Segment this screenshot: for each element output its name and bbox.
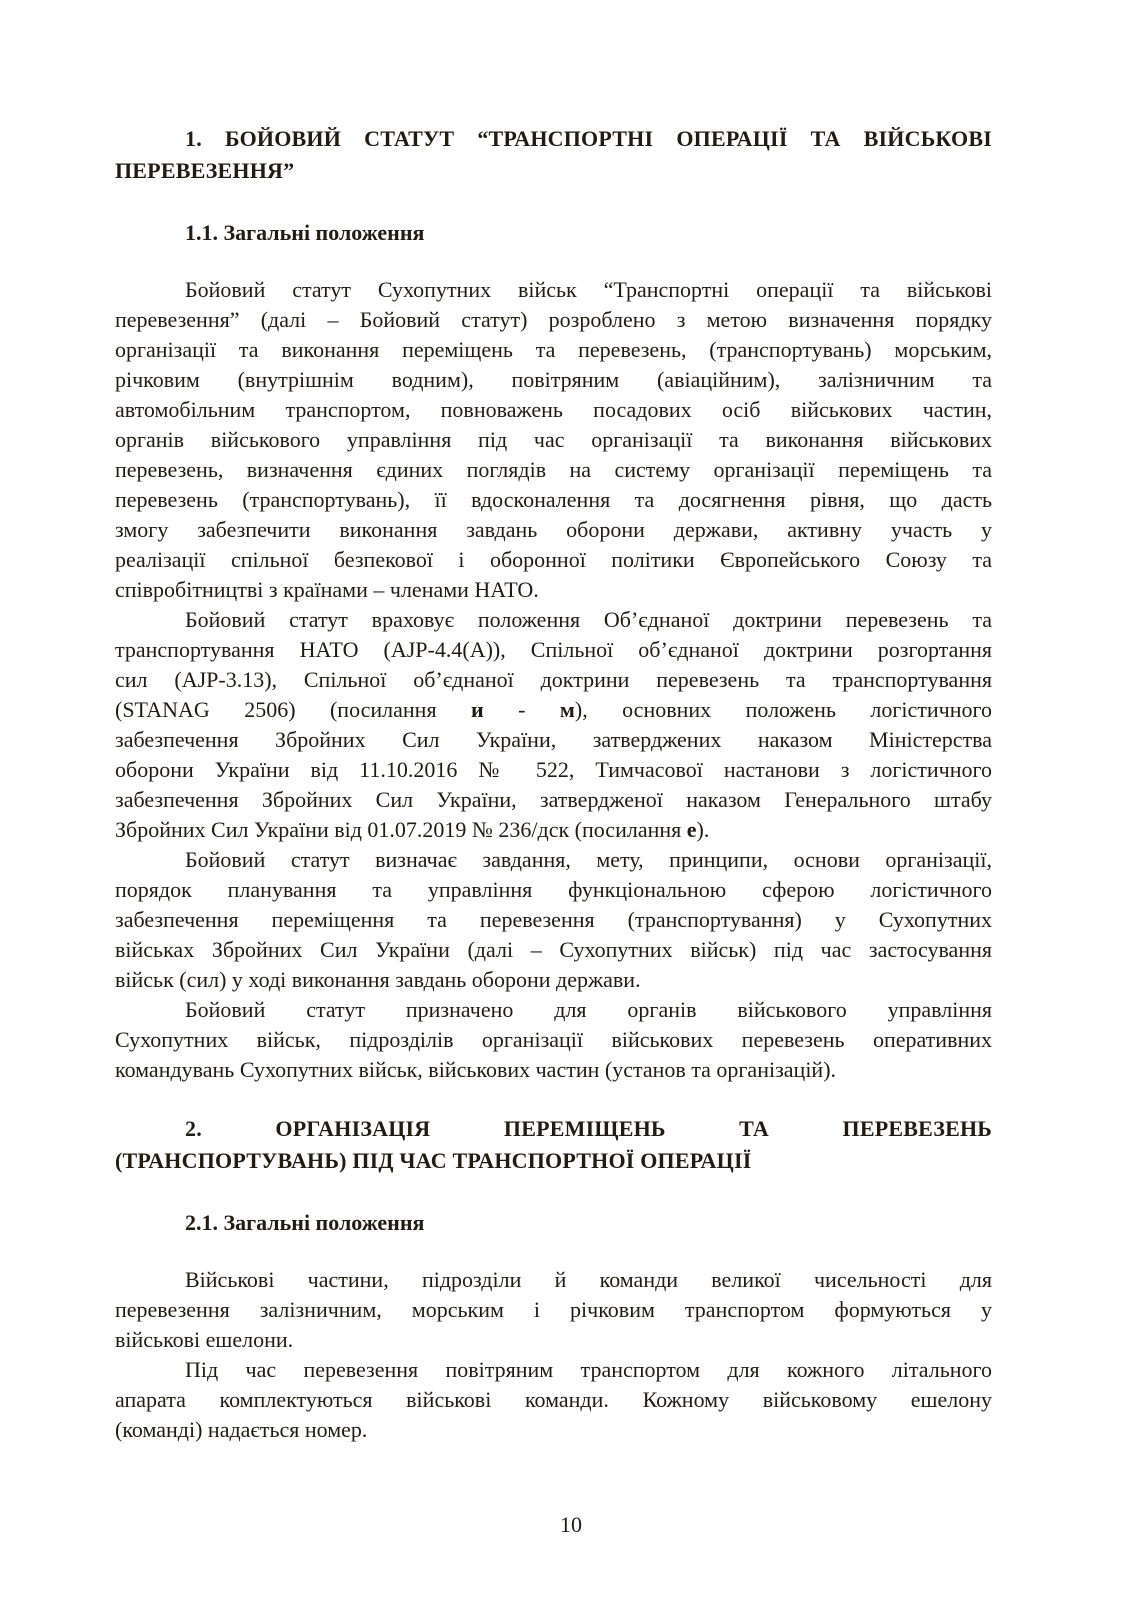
text-line: Бойовий статут призначено для органів військового управління: [185, 997, 992, 1022]
paragraph-5: [115, 1265, 992, 1355]
text-line: 2. ОРГАНІЗАЦІЯ ПЕРЕМІЩЕНЬ ТА ПЕРЕВЕЗЕНЬ: [185, 1116, 992, 1141]
text-line: транспортування НАТО (AJP-4.4(A)), Спільної об’єднаної доктрини розгортання: [115, 637, 992, 662]
text-line: автомобільним транспортом, повноважень посадових осіб військових частин,: [115, 397, 992, 422]
paragraph-3: [115, 845, 992, 995]
text-line: командувань Сухопутних військ, військових частин (установ та організацій).: [115, 1057, 837, 1082]
text-line: (ТРАНСПОРТУВАНЬ) ПІД ЧАС ТРАНСПОРТНОЇ ОПЕРАЦІЇ: [115, 1148, 752, 1173]
chapter-1-heading: [115, 123, 992, 187]
text-line: 1. БОЙОВИЙ СТАТУТ “ТРАНСПОРТНІ ОПЕРАЦІЇ ТА ВІЙСЬКОВІ: [185, 126, 992, 151]
text-segment: ).: [696, 817, 710, 842]
text-line: змогу забезпечити виконання завдань оборони держави, активну участь у: [115, 517, 992, 542]
text-line: реалізації спільної безпекової і оборонної політики Європейського Союзу та: [115, 547, 992, 572]
text-line: порядок планування та управління функціональною сферою логістичного: [115, 877, 992, 902]
text-line: 2.1. Загальні положення: [185, 1210, 425, 1235]
page-number: 10: [560, 1512, 582, 1537]
text-line: Під час перевезення повітряним транспортом для кожного літального: [185, 1357, 992, 1382]
text-line: Сухопутних військ, підрозділів організації військових перевезень оперативних: [115, 1027, 992, 1052]
text-line: [115, 695, 992, 725]
paragraph-1: [115, 275, 992, 605]
paragraph-2: [115, 605, 992, 845]
text-line: Бойовий статут враховує положення Об’єднаної доктрини перевезень та: [185, 607, 992, 632]
text-line: сил (AJP-3.13), Спільної об’єднаної доктрини перевезень та транспортування: [115, 667, 992, 692]
text-line: оборони України від 11.10.2016 № 522, Тимчасової настанови з логістичного: [115, 757, 992, 782]
text-line: забезпечення Збройних Сил України, затвердженої наказом Генерального штабу: [115, 787, 992, 812]
text-segment: Збройних Сил України від 01.07.2019 № 236/дск (посилання: [115, 817, 687, 842]
text-line: апарата комплектуються військові команди. Кожному військовому ешелону: [115, 1387, 992, 1412]
section-2-1-heading: [115, 1208, 992, 1238]
text-line: Бойовий статут визначає завдання, мету, принципи, основи організації,: [185, 847, 992, 872]
text-line: перевезень (транспортувань), її вдосконалення та досягнення рівня, що дасть: [115, 487, 992, 512]
text-segment: -: [483, 697, 560, 722]
text-line: перевезення залізничним, морським і річковим транспортом формуються у: [115, 1297, 992, 1322]
text-line: перевезення” (далі – Бойовий статут) розроблено з метою визначення порядку: [115, 307, 992, 332]
text-line: органів військового управління під час організації та виконання військових: [115, 427, 992, 452]
text-segment: (STANAG 2506) (посилання: [115, 697, 471, 722]
text-line: забезпечення переміщення та перевезення (транспортування) у Сухопутних: [115, 907, 992, 932]
text-line: (команді) надається номер.: [115, 1417, 368, 1442]
paragraph-4: [115, 995, 992, 1085]
paragraph-6: [115, 1355, 992, 1445]
text-line: перевезень, визначення єдиних поглядів на систему організації переміщень та: [115, 457, 992, 482]
text-segment: ), основних положень логістичного: [574, 697, 992, 722]
text-line: 1.1. Загальні положення: [185, 220, 425, 245]
text-line: військ (сил) у ході виконання завдань оборони держави.: [115, 967, 641, 992]
bold-reference-letter: и: [471, 697, 484, 722]
text-line: річковим (внутрішнім водним), повітряним (авіаційним), залізничним та: [115, 367, 992, 392]
text-line: Бойовий статут Сухопутних військ “Транспортні операції та військові: [185, 277, 992, 302]
text-line: ПЕРЕВЕЗЕННЯ”: [115, 158, 295, 183]
text-line: співробітництві з країнами – членами НАТО.: [115, 577, 539, 602]
text-line: військах Збройних Сил України (далі – Сухопутних військ) під час застосування: [115, 937, 992, 962]
section-1-1-heading: [115, 218, 992, 248]
text-line: [115, 815, 992, 845]
chapter-2-heading: [115, 1113, 992, 1177]
text-line: забезпечення Збройних Сил України, затверджених наказом Міністерства: [115, 727, 992, 752]
text-line: організації та виконання переміщень та перевезень, (транспортувань) морським,: [115, 337, 992, 362]
text-line: військові ешелони.: [115, 1327, 294, 1352]
bold-reference-letter: м: [559, 697, 575, 722]
bold-reference-letter: е: [686, 817, 697, 842]
document-content: [115, 0, 992, 1445]
text-line: Військові частини, підрозділи й команди великої чисельності для: [185, 1267, 992, 1292]
